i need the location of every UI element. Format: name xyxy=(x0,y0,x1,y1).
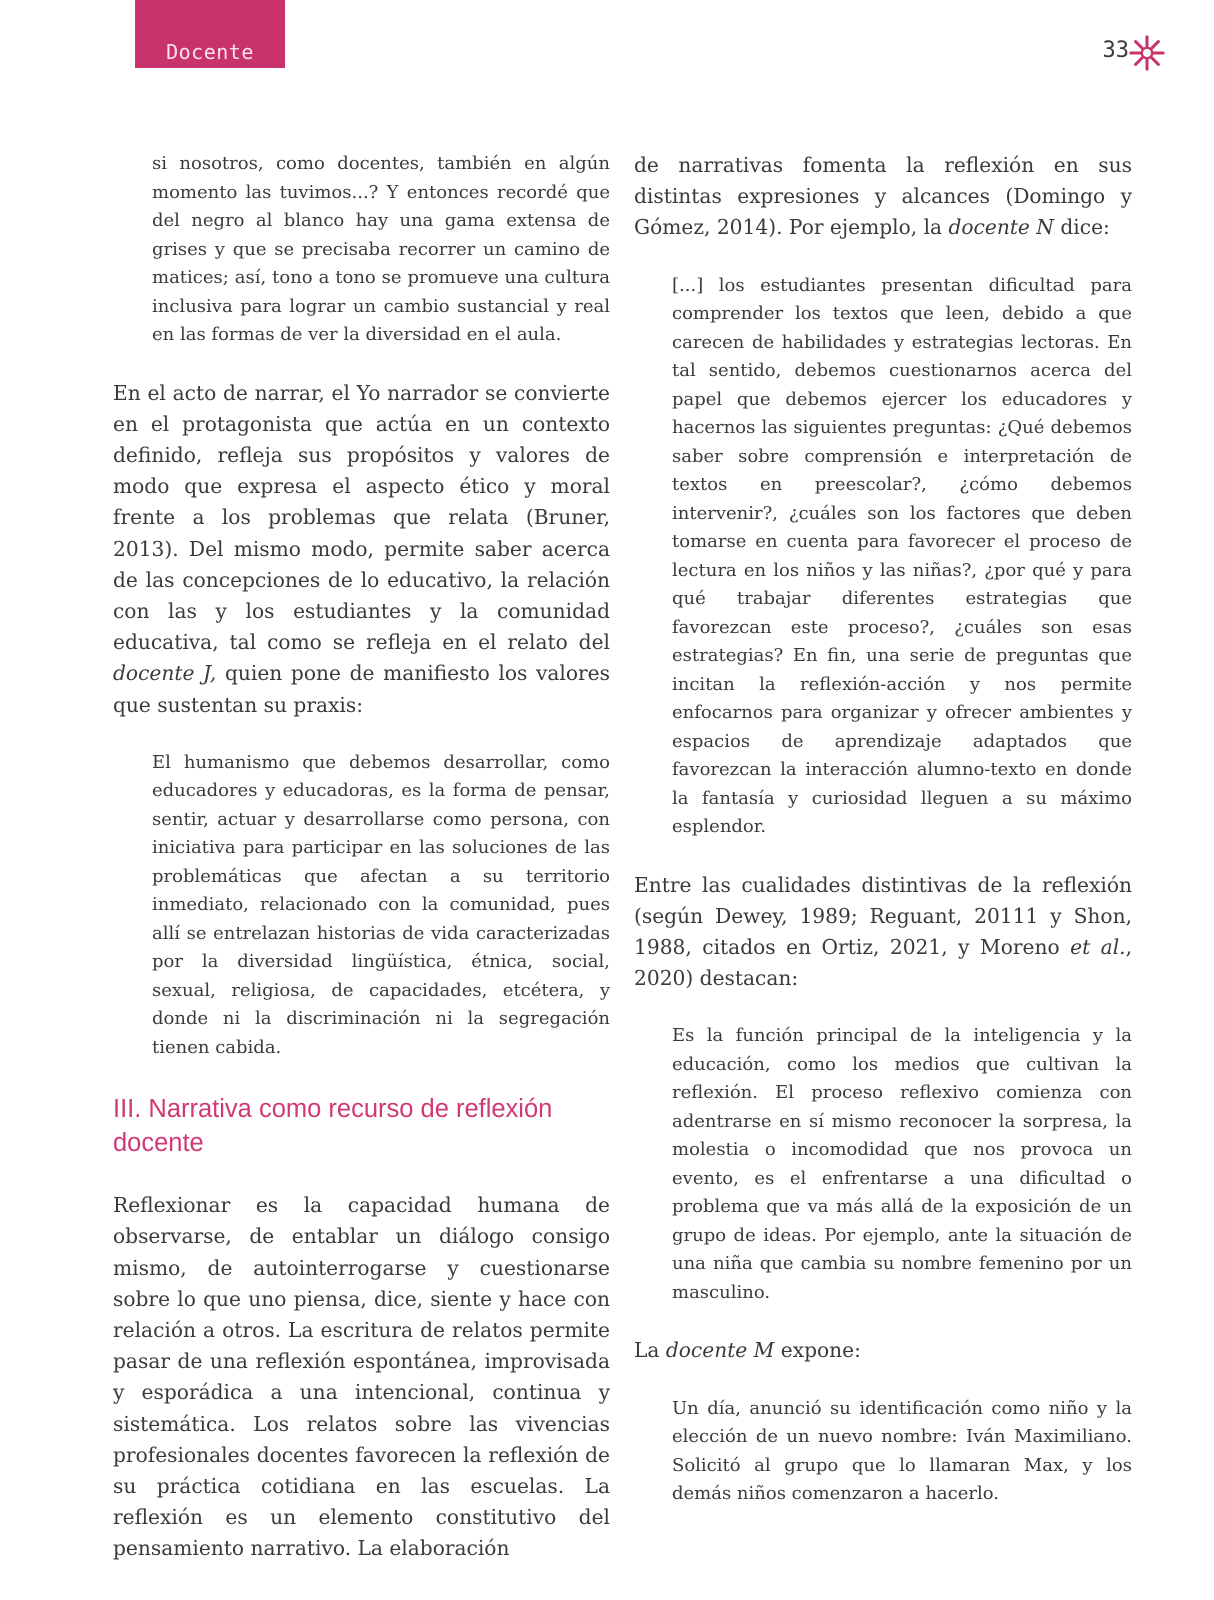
right-column xyxy=(634,150,1132,1509)
emphasis: et al. xyxy=(1070,935,1126,960)
body-paragraph: La docente M expone: xyxy=(634,1338,861,1363)
emphasis: docente J, xyxy=(113,661,217,686)
block-quote: [...] los estudiantes presentan dificultad para comprender los textos que leen, debido a que carecen de habilidades y estrategias lectoras. En tal sentido, debemos cuestionarnos acerca del papel que debemos ejercer los educadores y hacernos las siguientes preguntas: ¿Qué debemos saber sobre comprensión e interpretación de textos en preescolar?, ¿cómo debemos intervenir?, ¿cuáles son los factores que deben tomarse en cuenta para favorecer el proceso de lectura en los niños y las niñas?, ¿por qué y para qué trabajar diferentes estrategias que favorezcan este proceso?, ¿cuáles son esas estrategias? En fin, una serie de preguntas que incitan la reflexión-acción y nos permite enfocarnos para organizar y ofrecer ambientes y espacios de aprendizaje adaptados que favorezcan la interacción alumno-texto en donde la fantasía y curiosidad lleguen a su máximo esplendor. xyxy=(672,274,1132,838)
block-quote: Es la función principal de la inteligencia y la educación, como los medios que cultivan la reflexión. El proceso reflexivo comienza con adentrarse en sí mismo reconocer la sorpresa, la molestia o incomodidad que nos provoca un evento, es el enfrentarse a una dificultad o problema que va más allá de la exposición de un grupo de ideas. Por ejemplo, ante la situación de una niña que cambia su nombre femenino por un masculino. xyxy=(672,1025,1132,1303)
body-paragraph: En el acto de narrar, el Yo narrador se convierte en el protagonista que actúa en un contexto definido, refleja sus propósitos y valores de modo que expresa el aspecto ético y moral frente a los problemas que relata (Bruner, 2013). Del mismo modo, permite saber acerca de las concepciones de lo educativo, la relación con las y los estudiantes y la comunidad educativa, tal como se refleja en el relato del docente J, quien pone de manifiesto los valores que sustentan su praxis: xyxy=(113,380,610,717)
page-number: 33 xyxy=(1102,38,1129,63)
section-tab xyxy=(135,0,285,68)
section-heading: III. Narrativa como recurso de reflexión docente xyxy=(113,1095,553,1158)
left-column xyxy=(113,150,610,1565)
asterisk-flower-icon xyxy=(1128,34,1166,72)
body-paragraph: Entre las cualidades distintivas de la reflexión (según Dewey, 1989; Reguant, 20111 y Shon, 1988, citados en Ortiz, 2021, y Moreno et al., 2020) destacan: xyxy=(634,872,1133,991)
emphasis: docente N xyxy=(948,215,1054,240)
body-paragraph: Reflexionar es la capacidad humana de observarse, de entablar un diálogo consigo mismo, de autointerrogarse y cuestionarse sobre lo que uno piensa, dice, siente y hace con relación a otros. La escritura de relatos permite pasar de una reflexión espontánea, improvisada y esporádica a una intencional, continua y sistemática. Los relatos sobre las vivencias profesionales docentes favorecen la reflexión de su práctica cotidiana en las escuelas. La reflexión es un elemento constitutivo del pensamiento narrativo. La elaboración xyxy=(113,1193,610,1561)
block-quote: si nosotros, como docentes, también en algún momento las tuvimos...? Y entonces recordé que del negro al blanco hay una gama extensa de grises y que se precisaba recorrer un camino de matices; así, tono a tono se promueve una cultura inclusiva para lograr un cambio sustancial y real en las formas de ver la diversidad en el aula. xyxy=(152,153,610,345)
emphasis: docente M xyxy=(665,1338,775,1363)
section-tab-label: Docente xyxy=(166,40,254,64)
block-quote: Un día, anunció su identificación como niño y la elección de un nuevo nombre: Iván Maximiliano. Solicitó al grupo que lo llamaran Max, y los demás niños comenzaron a hacerlo. xyxy=(672,1397,1132,1505)
body-paragraph: de narrativas fomenta la reflexión en sus distintas expresiones y alcances (Domingo y Gómez, 2014). Por ejemplo, la docente N dice: xyxy=(634,153,1132,240)
block-quote: El humanismo que debemos desarrollar, como educadores y educadoras, es la forma de pensar, sentir, actuar y desarrollarse como persona, con iniciativa para participar en las soluciones de las problemáticas que afectan a su territorio inmediato, relacionado con la comunidad, pues allí se entrelazan historias de vida caracterizadas por la diversidad lingüística, étnica, social, sexual, religiosa, de capacidades, etcétera, y donde ni la discriminación ni la segregación tienen cabida. xyxy=(152,751,610,1058)
